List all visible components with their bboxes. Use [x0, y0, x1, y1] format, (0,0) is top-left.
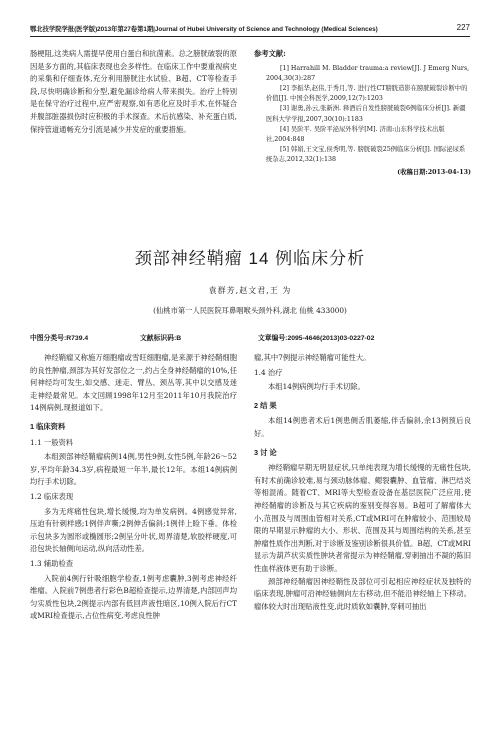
body-paragraph: 神经鞘瘤早期无明显症状,只单纯表现为增长缓慢的无痛性包块,有时术前确诊较难,易与颈动脉体瘤、鳃裂囊肿、血管瘤、淋巴结炎等相混淆。随着CT、MRI等大型检查设备在基层医院广泛应用,使神经鞘瘤的诊断及与其它疾病的鉴别变得容易。B超可了解瘤体大小,范围及与周围血管相对关系,CT或MRI可在肿瘤较小、范围较局限的早期显示肿瘤的大小、形状、范围及其与周围结构的关系,甚至肿瘤性质作出判断,对于诊断及鉴别诊断很具价值。B超、CT或MRI显示为葫芦状实质性肿块者常提示为神经鞘瘤,穿刺抽出不凝的陈旧性血样液体更有助于诊断。: [254, 463, 471, 573]
running-header: [30, 22, 470, 37]
page-number: 227: [456, 23, 470, 32]
section-heading: 2 结 果: [254, 400, 277, 410]
document-code: 文献标识码:B: [140, 335, 182, 342]
article-left-column: [30, 352, 237, 623]
reference-item: [1] Harrahill M. Bladder trauma:a review[J]. J Emerg Nurs, 2004,30(3):287: [266, 64, 470, 82]
reference-item: [4] 吴阶平. 吴阶平泌尿外科学[M]. 济南:山东科学技术出版社,2004:848: [266, 125, 445, 144]
body-paragraph: 本组颈部神经鞘瘤病例14例,男性9例,女性5例,年龄26～52岁,平均年龄34.3岁,病程最短一年半,最长12年。本组14例病例均行手术切除。: [30, 452, 237, 487]
subsection-heading: 1.4 治疗: [254, 367, 283, 377]
body-paragraph: 多为无疼痛性包块,增长缓慢,均为单发病例。4例感觉异常,压迫有针刺样感;1例伴声嘶;2例伸舌偏斜;1例伴上睑下垂。体检示包块多为圆形或椭圆形;2例呈分叶状,周界清楚,软胶样硬度,可沿包块长轴侧向运动,纵向活动性差。: [30, 506, 237, 554]
subsection-heading: 1.2 临床表现: [30, 491, 74, 501]
received-date: (收稿日期:2013-04-13): [397, 168, 471, 176]
section-heading: 1 临床资料: [30, 421, 66, 431]
reference-item: [2] 李振华,赵伟,于秀月,等. 进行性CT膀胱造影在膀胱破裂诊断中的价值[J]. 中国全科医学,2009,12(7):1203: [266, 85, 468, 103]
subsection-heading: 1.3 辅助检查: [30, 558, 74, 568]
article-id: 文章编号:2095-4646(2013)03-0227-02: [258, 335, 375, 342]
reference-item: [3] 谢勇,孙云,张新洲. 释酒后自发性膀胱破裂6例临床分析[J]. 新疆医科大学学报,2007,30(10):1183: [266, 105, 466, 123]
body-paragraph: 入院前4例行针吸细胞学检查,1例考虑囊肿,3例考虑神经纤维瘤。入院前7例患者行彩色B超检查提示,边界清楚,内部回声均匀实质性包块,2例提示内部有低回声液性暗区,10例入院后行CT或MRI检查提示,占位性病变,考虑良性肿: [30, 573, 237, 621]
clc-number: 中图分类号:R739.4: [30, 335, 89, 342]
intro-paragraph: 神经鞘瘤又称施万细胞瘤或雪旺细胞瘤,是来源于神经鞘细胞的良性肿瘤,颈部为其好发部位之一,约占全身神经鞘瘤的10%,任何神经均可发生,如交感、迷走、臂丛、颈丛等,其中以交感及迷走神经最常见。本文回顾1998年12月至2011年10月我院治疗14例病例,现报道如下。: [30, 353, 237, 413]
running-title: 鄂北技学院学报(医学版)2013年第27卷第1期|Journal of Hubei University of Science and Technology (Medical Sciences): [30, 26, 378, 33]
body-paragraph: 颈部神经鞘瘤因神经鞘性及部位可引起相应神经症状及独特的临床表现,肿瘤可沿神经轴侧向左右移动,但不能沿神经轴上下移动。瘤体较大时出现贴液性变,此时质软如囊肿,穿刺可抽出: [254, 576, 471, 611]
reference-item: [5] 韩娟,王文宝,侯秀明,等. 膀胱破裂25例临床分析[J]. 国际泌尿系统杂志,2012,32(1):138: [266, 146, 466, 164]
body-paragraph: 瘤,其中7例提示神经鞘瘤可能性大。: [254, 353, 371, 362]
section-heading: 3 讨 论: [254, 447, 277, 457]
prev-article-body: [30, 48, 237, 136]
body-paragraph: 本组14例患者术后1例患侧舌肌萎缩,伴舌偏斜,余13例预后良好。: [254, 416, 471, 438]
subsection-heading: 1.1 一般资料: [30, 437, 74, 447]
references-title: 参考文献:: [254, 49, 286, 58]
body-paragraph: 本组14例病例均行手术切除。: [268, 382, 365, 392]
article-authors: 袁群芳,赵文君,王 为: [208, 286, 292, 295]
article-right-column: [254, 352, 471, 613]
prev-article-paragraph: 肠梗阻,这类病人需提早使用白蛋白和抗菌素。总之膀胱破裂的原因是多方面的,其临床表现也会多样性。在临床工作中要重视病史的采集和仔细查体,充分利用膀胱注水试验、B超、CT等检查手段,尽快明确诊断和分型,避免漏诊给病人带来损失。治疗上特别是在保守治疗过程中,应严密观察,如有恶化应及时手术,在怀疑合并腹部脏器损伤时应积极的手术探查。术后抗感染、补充蛋白质,保持管道通畅充分引流是减少并发症的重要措施。: [30, 49, 237, 134]
article-affiliation: (仙桃市第一人民医院耳鼻咽喉头颈外科,湖北 仙桃 433000): [153, 306, 347, 315]
prev-article-references: [254, 48, 471, 179]
article-title: 颈部神经鞘瘤 14 例临床分析: [134, 249, 366, 268]
